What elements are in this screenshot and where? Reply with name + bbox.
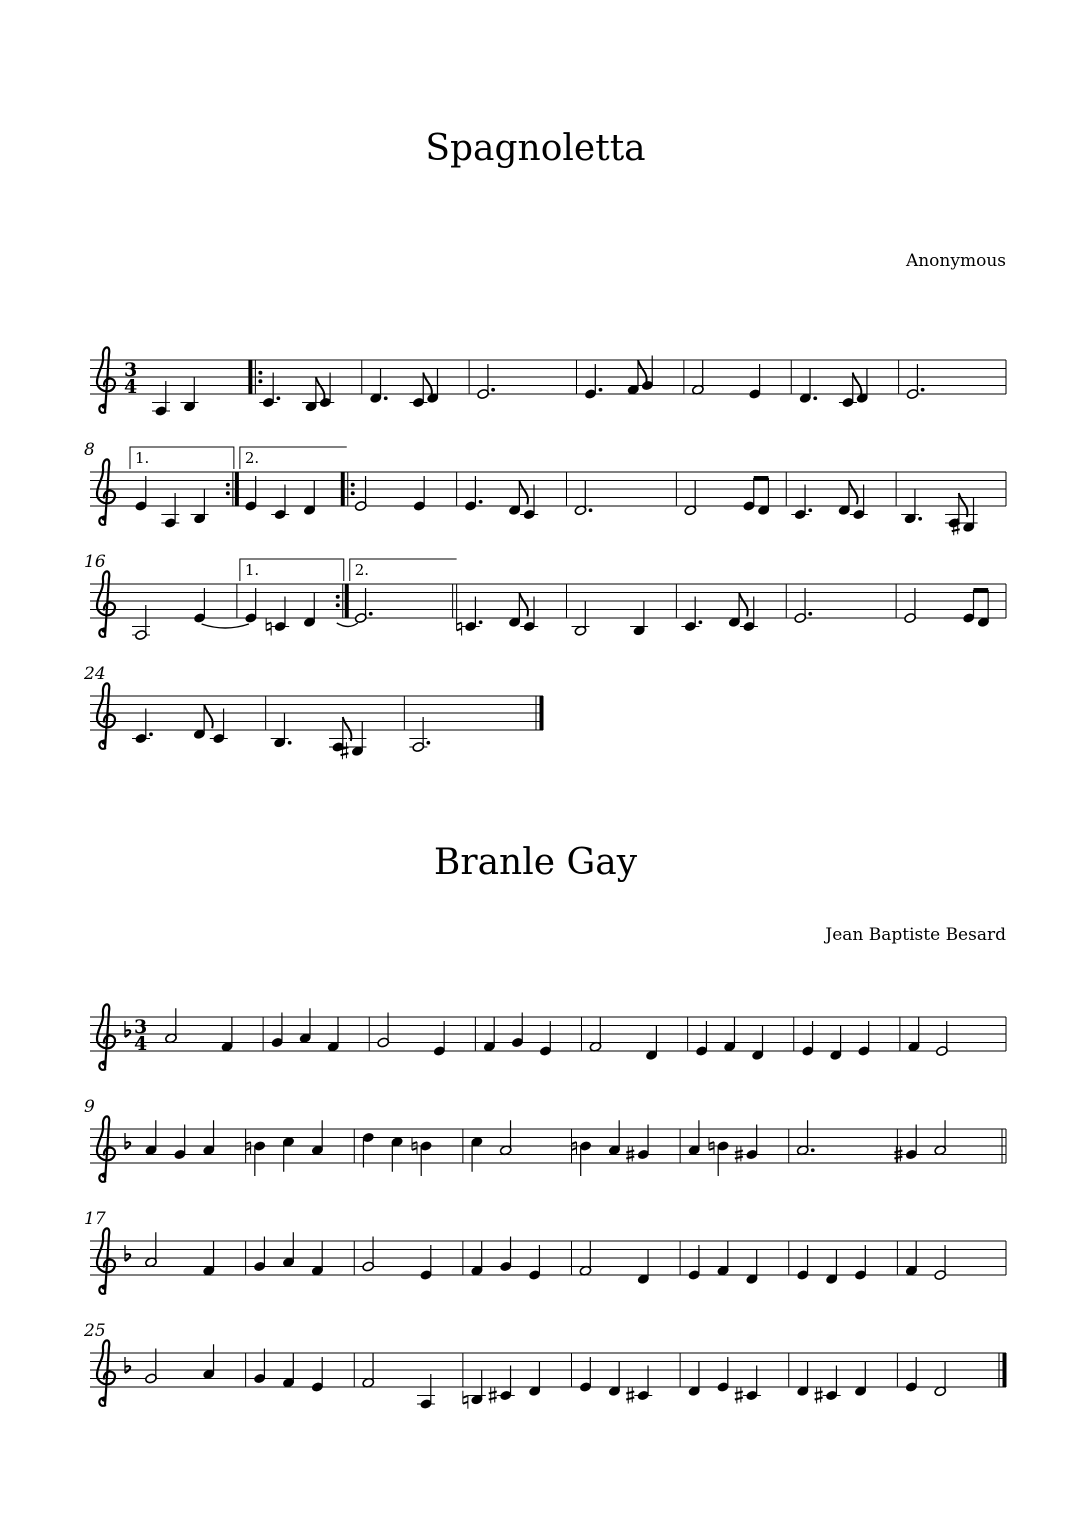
sharp-bar	[626, 1392, 634, 1394]
repeat-dot	[351, 483, 355, 487]
piece-title-spagnoletta: Spagnoletta	[425, 128, 646, 169]
sharp-bar	[894, 1151, 902, 1153]
natural-icon	[266, 618, 271, 636]
tie	[202, 624, 249, 628]
treble-clef-stroke	[97, 459, 115, 524]
sharp-bar	[735, 1151, 743, 1153]
treble-clef-icon	[97, 459, 115, 524]
staff	[90, 472, 1006, 506]
volta-label: 1.	[135, 449, 150, 467]
augmentation-dot	[918, 517, 922, 521]
treble-clef-icon	[97, 1340, 115, 1405]
treble-clef-dot	[101, 1060, 106, 1065]
natural-bar	[412, 1148, 417, 1150]
composer-spagnoletta: Anonymous	[905, 251, 1006, 271]
eighth-flag	[423, 373, 432, 397]
augmentation-dot	[808, 612, 812, 616]
sharp-icon	[815, 1387, 823, 1404]
sharp-bar	[626, 1151, 634, 1153]
repeat-dot	[351, 491, 355, 495]
sharp-bar	[894, 1157, 902, 1159]
treble-clef-dot	[101, 515, 106, 520]
augmentation-dot	[149, 732, 153, 736]
eighth-flag	[343, 717, 352, 741]
volta-label: 1.	[244, 561, 260, 579]
measure-number: 17	[84, 1209, 106, 1229]
natural-bar	[457, 623, 462, 625]
sharp-bar	[815, 1398, 823, 1400]
natural-bar	[457, 629, 462, 631]
staff	[90, 1241, 1006, 1275]
augmentation-dot	[426, 741, 430, 745]
treble-clef-stroke	[97, 1228, 115, 1293]
eighth-flag	[316, 377, 325, 401]
natural-bar	[572, 1142, 577, 1144]
flat-icon	[125, 1357, 130, 1373]
augmentation-dot	[491, 388, 495, 392]
volta-label: 2.	[244, 449, 260, 467]
treble-clef-dot	[101, 739, 106, 744]
treble-clef-icon	[97, 1116, 115, 1181]
sharp-bar	[626, 1398, 634, 1400]
eighth-flag	[204, 704, 213, 728]
treble-clef-icon	[97, 347, 115, 412]
volta-bracket	[130, 447, 234, 469]
eighth-flag	[853, 373, 862, 397]
natural-bar	[246, 1142, 251, 1144]
volta-label: 2.	[354, 561, 370, 579]
eighth-flag	[638, 360, 647, 384]
repeat-dot	[258, 379, 262, 383]
sharp-bar	[489, 1392, 497, 1394]
natural-bar	[463, 1402, 468, 1404]
time-signature-bottom: 4	[134, 1033, 148, 1055]
volta-bracket	[240, 559, 344, 581]
time-signature-top: 3	[134, 1016, 148, 1038]
measure-number: 9	[84, 1097, 95, 1117]
augmentation-dot	[276, 396, 280, 400]
eighth-flag	[849, 480, 858, 504]
augmentation-dot	[808, 508, 812, 512]
measure-number: 24	[84, 664, 106, 684]
augmentation-dot	[479, 620, 483, 624]
treble-clef-stroke	[97, 683, 115, 748]
natural-bar	[246, 1148, 251, 1150]
treble-clef-stroke	[97, 347, 115, 412]
augmentation-dot	[288, 741, 292, 745]
treble-clef-stroke	[97, 571, 115, 636]
staff	[90, 584, 1006, 618]
augmentation-dot	[813, 396, 817, 400]
augmentation-dot	[369, 612, 373, 616]
natural-bar	[572, 1148, 577, 1150]
repeat-dot	[226, 491, 230, 495]
sharp-icon	[735, 1387, 743, 1404]
treble-clef-icon	[97, 1004, 115, 1069]
treble-clef-dot	[101, 627, 106, 632]
natural-icon	[463, 1391, 468, 1409]
augmentation-dot	[811, 1148, 815, 1152]
eighth-flag	[739, 592, 748, 616]
treble-clef-stroke	[97, 1340, 115, 1405]
repeat-dot	[336, 595, 340, 599]
natural-bar	[266, 629, 271, 631]
augmentation-dot	[479, 500, 483, 504]
augmentation-dot	[698, 620, 702, 624]
volta-bracket	[240, 447, 347, 469]
natural-bar	[709, 1142, 714, 1144]
tie	[337, 623, 358, 627]
treble-clef-icon	[97, 571, 115, 636]
treble-clef-dot	[101, 403, 106, 408]
repeat-dot	[258, 371, 262, 375]
time-signature-top: 3	[124, 359, 138, 381]
natural-bar	[709, 1148, 714, 1150]
eighth-flag	[519, 480, 528, 504]
sharp-bar	[626, 1157, 634, 1159]
flat-icon	[125, 1245, 130, 1261]
measure-number: 25	[84, 1321, 106, 1341]
augmentation-dot	[921, 388, 925, 392]
sharp-bar	[489, 1398, 497, 1400]
sharp-bar	[735, 1392, 743, 1394]
augmentation-dot	[589, 508, 593, 512]
piece-title-branle-gay: Branle Gay	[433, 842, 638, 883]
eighth-flag	[959, 493, 968, 517]
treble-clef-icon	[97, 1228, 115, 1293]
natural-bar	[266, 623, 271, 625]
staff	[90, 360, 1006, 394]
natural-bar	[463, 1396, 468, 1398]
natural-bar	[412, 1142, 417, 1144]
augmentation-dot	[599, 388, 603, 392]
flat-icon	[125, 1021, 130, 1037]
time-signature-bottom: 4	[124, 376, 138, 398]
treble-clef-dot	[101, 1172, 106, 1177]
repeat-dot	[336, 603, 340, 607]
augmentation-dot	[384, 396, 388, 400]
staff	[90, 1353, 1006, 1387]
treble-clef-dot	[101, 1396, 106, 1401]
flat-icon	[125, 1133, 130, 1149]
staff	[90, 1129, 1006, 1163]
treble-clef-stroke	[97, 1116, 115, 1181]
treble-clef-icon	[97, 683, 115, 748]
eighth-flag	[519, 592, 528, 616]
composer-branle-gay: Jean Baptiste Besard	[825, 925, 1006, 945]
treble-clef-stroke	[97, 1004, 115, 1069]
sharp-bar	[815, 1392, 823, 1394]
measure-number: 8	[84, 440, 95, 460]
sharp-icon	[626, 1387, 634, 1404]
sharp-bar	[735, 1398, 743, 1400]
staff	[90, 696, 543, 730]
volta-bracket	[350, 559, 457, 581]
repeat-dot	[226, 483, 230, 487]
sharp-bar	[952, 529, 960, 531]
sharp-bar	[735, 1157, 743, 1159]
sharp-icon	[489, 1387, 497, 1404]
sharp-bar	[340, 753, 348, 755]
natural-icon	[457, 618, 462, 636]
treble-clef-dot	[101, 1284, 106, 1289]
measure-number: 16	[84, 552, 106, 572]
